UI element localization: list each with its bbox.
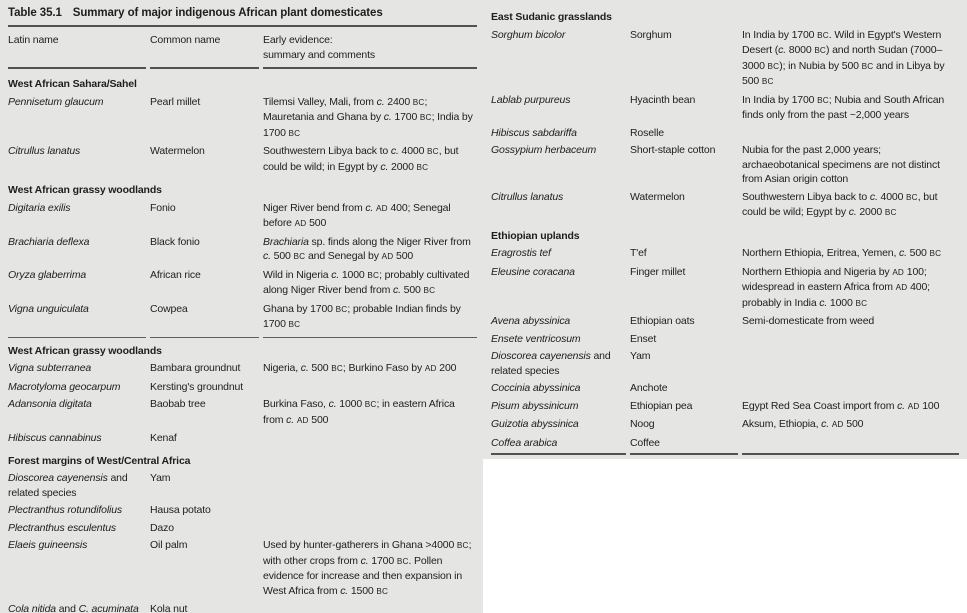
table-row bbox=[491, 332, 959, 347]
table-left-column bbox=[0, 0, 483, 613]
left-sections bbox=[8, 77, 477, 613]
evidence-cell: Southwestern Libya back to c. 4000 BC, but could be wild; in Egypt by c. 2000 BC bbox=[263, 145, 459, 173]
latin-name-cell: Lablab purpureus bbox=[491, 93, 571, 106]
evidence-cell bbox=[742, 349, 959, 378]
table-row bbox=[8, 380, 477, 395]
evidence-header: Early evidence: summary and comments bbox=[263, 34, 375, 61]
table-row bbox=[491, 143, 959, 187]
common-name-cell: Roselle bbox=[630, 126, 664, 139]
latin-name-cell: Brachiaria deflexa bbox=[8, 235, 90, 248]
table-row bbox=[491, 349, 959, 378]
table-row bbox=[491, 399, 959, 415]
latin-name-cell: Plectranthus rotundifolius bbox=[8, 504, 122, 516]
common-name-cell: Bambara groundnut bbox=[150, 362, 241, 374]
latin-name-cell: Coccinia abyssinica bbox=[491, 382, 581, 394]
evidence-cell: Used by hunter-gatherers in Ghana >4000 BC; with other crops from c. 1700 BC. Pollen evidence for increase and then expansion in West Africa from c. 1500 BC bbox=[263, 539, 472, 597]
table-row bbox=[8, 95, 477, 142]
evidence-cell: Northern Ethiopia, Eritrea, Yemen, c. 500 BC bbox=[742, 247, 942, 259]
latin-name-cell: Gossypium herbaceum bbox=[491, 144, 597, 156]
title-rule bbox=[8, 25, 477, 27]
evidence-cell bbox=[263, 521, 477, 536]
table-title bbox=[8, 6, 477, 21]
latin-name-cell: Pennisetum glaucum bbox=[8, 95, 104, 108]
table-section bbox=[491, 229, 959, 451]
table-row bbox=[491, 126, 959, 141]
table-section bbox=[8, 454, 477, 613]
latin-name-header: Latin name bbox=[8, 34, 59, 46]
common-name-cell: Coffee bbox=[630, 436, 660, 449]
common-name-cell: Kenaf bbox=[150, 432, 177, 444]
common-name-cell: Enset bbox=[630, 332, 657, 345]
common-name-cell: Oil palm bbox=[150, 539, 188, 551]
section-rows bbox=[491, 28, 959, 221]
latin-name-cell: Dioscorea cayenensis and related species bbox=[8, 472, 128, 499]
table-section bbox=[491, 10, 959, 221]
common-name-cell: Kola nut bbox=[150, 603, 188, 613]
latin-name-cell: Guizotia abyssinica bbox=[491, 418, 579, 430]
evidence-cell: Wild in Nigeria c. 1000 BC; probably cultivated along Niger River bend from c. 500 BC bbox=[263, 268, 470, 296]
section-rows bbox=[8, 471, 477, 613]
common-name-cell: Hausa potato bbox=[150, 504, 211, 516]
latin-name-cell: Hibiscus cannabinus bbox=[8, 432, 102, 444]
common-name-header: Common name bbox=[150, 34, 221, 46]
evidence-cell: Brachiaria sp. finds along the Niger River from c. 500 BC and Senegal by AD 500 bbox=[263, 235, 471, 262]
latin-name-cell: Elaeis guineensis bbox=[8, 539, 88, 551]
table-row bbox=[8, 431, 477, 446]
common-name-cell: Fonio bbox=[150, 201, 176, 214]
common-name-cell: Baobab tree bbox=[150, 398, 206, 410]
common-name-cell: Watermelon bbox=[630, 190, 685, 203]
evidence-cell bbox=[742, 126, 959, 141]
table-section bbox=[8, 77, 477, 175]
evidence-cell: Burkina Faso, c. 1000 BC; in eastern Africa from c. AD 500 bbox=[263, 398, 455, 426]
evidence-cell: Northern Ethiopia and Nigeria by AD 100; widespread in eastern Africa from AD 400; probably in India c. 1000 BC bbox=[742, 265, 930, 309]
latin-name-cell: Pisum abyssinicum bbox=[491, 399, 579, 412]
evidence-cell bbox=[742, 332, 959, 347]
table-row bbox=[491, 314, 959, 329]
table-row bbox=[491, 381, 959, 396]
evidence-cell: Tilemsi Valley, Mali, from c. 2400 BC; Mauretania and Ghana by c. 1700 BC; India by 1700 BC bbox=[263, 95, 473, 139]
table-number: Table 35.1 bbox=[8, 7, 62, 19]
common-name-cell: Kersting's groundnut bbox=[150, 380, 243, 393]
common-name-cell: Hyacinth bean bbox=[630, 93, 696, 106]
evidence-cell: Egypt Red Sea Coast import from c. AD 100 bbox=[742, 399, 940, 412]
common-name-cell: African rice bbox=[150, 268, 201, 281]
table-row bbox=[8, 471, 477, 500]
section-divider-rule bbox=[8, 337, 477, 338]
latin-name-cell: Vigna unguiculata bbox=[8, 302, 89, 315]
table-row bbox=[8, 361, 477, 377]
table-row bbox=[8, 602, 477, 613]
latin-name-cell: Citrullus lanatus bbox=[491, 190, 564, 203]
evidence-cell: Nigeria, c. 500 BC; Burkino Faso by AD 200 bbox=[263, 362, 457, 374]
table-row bbox=[491, 246, 959, 262]
evidence-cell: Nubia for the past 2,000 years; archaeobotanical specimens are not distinct from Asian origin cotton bbox=[742, 144, 940, 185]
common-name-cell: Black fonio bbox=[150, 235, 200, 248]
table-row bbox=[8, 397, 477, 428]
evidence-cell bbox=[263, 503, 477, 518]
latin-name-cell: Vigna subterranea bbox=[8, 362, 92, 374]
evidence-cell bbox=[263, 602, 477, 613]
common-name-cell: Dazo bbox=[150, 521, 174, 534]
common-name-cell: Noog bbox=[630, 418, 655, 430]
evidence-cell: Semi-domesticate from weed bbox=[742, 315, 875, 327]
table-row bbox=[8, 268, 477, 299]
latin-name-cell: Digitaria exilis bbox=[8, 201, 71, 214]
common-name-cell: Ethiopian pea bbox=[630, 399, 693, 412]
section-rows bbox=[8, 95, 477, 176]
section-header: West African grassy woodlands bbox=[8, 344, 162, 357]
common-name-cell: Sorghum bbox=[630, 28, 672, 41]
common-name-cell: Short-staple cotton bbox=[630, 144, 716, 156]
common-name-cell: Finger millet bbox=[630, 265, 686, 278]
evidence-cell bbox=[263, 380, 477, 395]
table-row bbox=[491, 190, 959, 221]
table-section bbox=[8, 337, 477, 446]
section-header: Ethiopian uplands bbox=[491, 229, 580, 242]
table-right-column bbox=[483, 0, 967, 459]
section-header: Forest margins of West/Central Africa bbox=[8, 454, 191, 467]
latin-name-cell: Plectranthus esculentus bbox=[8, 521, 117, 534]
table-section bbox=[8, 183, 477, 333]
latin-name-cell: Ensete ventricosum bbox=[491, 332, 581, 345]
table-row bbox=[491, 417, 959, 433]
table-row bbox=[8, 235, 477, 265]
evidence-cell bbox=[263, 471, 477, 500]
latin-name-cell: Macrotyloma geocarpum bbox=[8, 380, 121, 393]
column-headers bbox=[8, 33, 477, 62]
latin-name-cell: Dioscorea cayenensis and related species bbox=[491, 350, 611, 377]
evidence-cell: Ghana by 1700 BC; probable Indian finds by 1700 BC bbox=[263, 302, 461, 330]
common-name-cell: Cowpea bbox=[150, 302, 188, 315]
section-header: West African Sahara/Sahel bbox=[8, 78, 137, 90]
common-name-cell: Yam bbox=[630, 350, 651, 362]
evidence-cell bbox=[263, 431, 477, 446]
table-row bbox=[8, 521, 477, 536]
section-rows bbox=[8, 201, 477, 333]
common-name-cell: Pearl millet bbox=[150, 95, 201, 108]
latin-name-cell: Cola nitida and C. acuminata bbox=[8, 603, 139, 613]
table-row bbox=[491, 436, 959, 451]
latin-name-cell: Citrullus lanatus bbox=[8, 145, 81, 157]
latin-name-cell: Hibiscus sabdariffa bbox=[491, 126, 577, 139]
table-row bbox=[8, 302, 477, 333]
common-name-cell: Ethiopian oats bbox=[630, 315, 695, 327]
table-row bbox=[8, 503, 477, 518]
latin-name-cell: Coffea arabica bbox=[491, 436, 558, 449]
section-rows bbox=[8, 361, 477, 446]
table-row bbox=[8, 201, 477, 232]
common-name-cell: Watermelon bbox=[150, 145, 205, 157]
header-rule bbox=[8, 67, 477, 69]
right-sections bbox=[491, 10, 959, 450]
evidence-cell bbox=[742, 436, 959, 451]
latin-name-cell: Sorghum bicolor bbox=[491, 28, 566, 41]
evidence-cell: Southwestern Libya back to c. 4000 BC, but could be wild; Egypt by c. 2000 BC bbox=[742, 190, 938, 218]
evidence-cell: Aksum, Ethiopia, c. AD 500 bbox=[742, 418, 864, 430]
evidence-cell bbox=[742, 381, 959, 396]
table-row bbox=[491, 28, 959, 90]
table-row bbox=[8, 144, 477, 175]
table-bottom-rule bbox=[491, 453, 959, 455]
common-name-cell: T'ef bbox=[630, 247, 647, 259]
evidence-cell: In India by 1700 BC; Nubia and South African finds only from the past ~2,000 years bbox=[742, 93, 945, 121]
section-rows bbox=[491, 246, 959, 450]
table-caption: Summary of major indigenous African plant domesticates bbox=[72, 7, 383, 19]
latin-name-cell: Adansonia digitata bbox=[8, 398, 92, 410]
latin-name-cell: Eragrostis tef bbox=[491, 247, 551, 259]
latin-name-cell: Eleusine coracana bbox=[491, 265, 575, 278]
table-row bbox=[491, 93, 959, 123]
table-row bbox=[491, 265, 959, 312]
evidence-cell: Niger River bend from c. AD 400; Senegal before AD 500 bbox=[263, 201, 451, 229]
section-header: East Sudanic grasslands bbox=[491, 11, 612, 23]
common-name-cell: Anchote bbox=[630, 382, 668, 394]
latin-name-cell: Oryza glaberrima bbox=[8, 268, 87, 281]
latin-name-cell: Avena abyssinica bbox=[491, 315, 571, 327]
table-row bbox=[8, 538, 477, 599]
evidence-cell: In India by 1700 BC. Wild in Egypt's Western Desert (c. 8000 BC) and north Sudan (7000–3000 BC); in Nubia by 500 BC and in Libya by 500 BC bbox=[742, 28, 945, 87]
common-name-cell: Yam bbox=[150, 472, 171, 484]
section-header: West African grassy woodlands bbox=[8, 184, 162, 196]
